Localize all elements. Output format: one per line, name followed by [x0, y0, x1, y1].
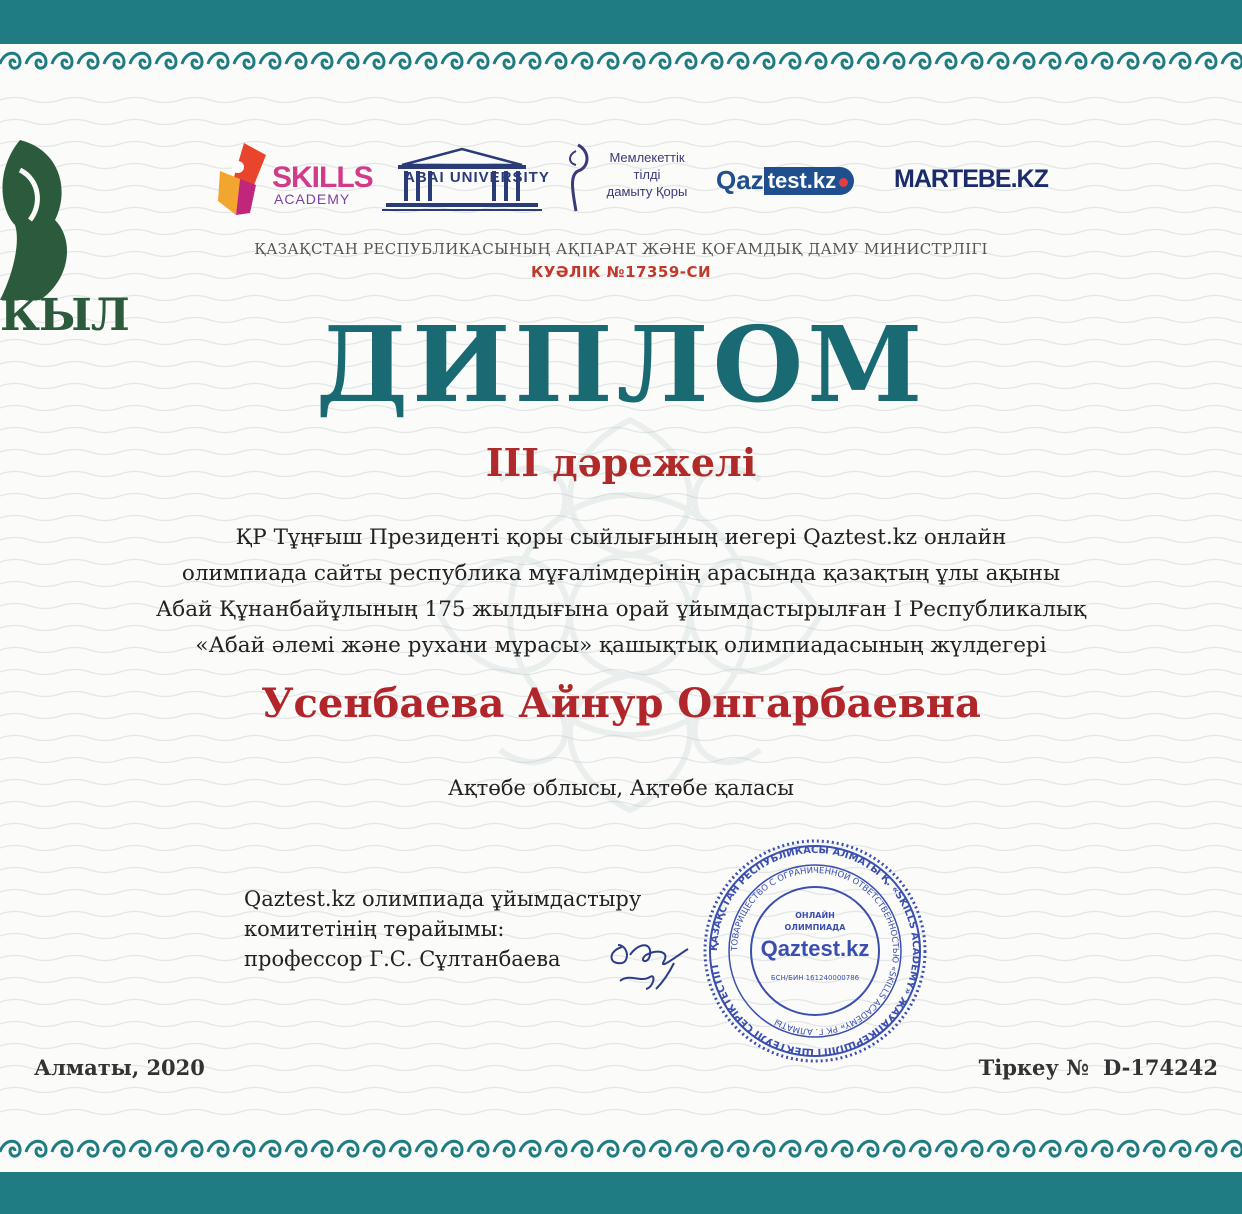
martebe-logo: MARTEBE.KZ	[894, 165, 1048, 193]
license-number: КУӘЛІК №17359-СИ	[530, 263, 712, 281]
language-fund-line-3: дамыту Қоры	[606, 184, 688, 199]
skills-academy-title: SKILLS	[272, 161, 373, 194]
stamp-center-brand: Qaztest.kz	[760, 936, 870, 961]
stamp-center-mid: ОЛИМПИАДА	[784, 923, 846, 932]
degree-label: III дәрежелі	[485, 440, 757, 485]
body-line-2: олимпиада сайты республика мұғалімдерінің арасында қазақтың ұлы ақыны	[181, 561, 1061, 586]
abai-university-text: ABAI UNIVERSITY	[404, 169, 550, 186]
body-line-1: ҚР Тұңғыш Президенті қоры сыйлығының иегері Qaztest.kz онлайн	[235, 525, 1007, 550]
chair-line-3: профессор Г.С. Сұлтанбаева	[244, 947, 561, 971]
signature-icon	[600, 925, 700, 1000]
body-line-3: Абай Құнанбайұлының 175 жылдығына орай ұйымдастырылған І Республикалық	[155, 597, 1087, 622]
qaztest-logo-part1: Qaz	[716, 165, 764, 195]
qaztest-dot-icon	[839, 178, 848, 187]
qaztest-logo	[716, 165, 854, 195]
registration-label: Тіркеу №	[978, 1055, 1089, 1080]
language-fund-line-2: тілді	[633, 167, 661, 182]
stamp-ring-outer-text: ҚАЗАҚСТАН РЕСПУБЛИКАСЫ АЛМАТЫ Қ. «SKILLS ACADEMY» ЖАУАПКЕРШІЛІГІ ШЕКТЕУЛІ СЕРІКТЕСТІГІ	[708, 844, 922, 1058]
committee-chair-block	[244, 884, 641, 974]
organization-stamp	[700, 836, 930, 1066]
registration-number	[979, 1055, 1218, 1080]
bottom-border-ornament	[0, 1132, 1242, 1172]
partner-logos-row	[0, 135, 1242, 225]
chair-line-1: Qaztest.kz олимпиада ұйымдастыру	[244, 887, 642, 911]
diploma-title: ДИПЛОМ	[315, 303, 927, 426]
recipient-name: Усенбаева Айнур Онгарбаевна	[261, 680, 981, 727]
body-line-4: «Абай әлемі және рухани мұрасы» қашықтық олимпиадасының жүлдегері	[195, 633, 1047, 658]
city-year: Алматы, 2020	[34, 1055, 205, 1080]
diploma-body-text	[60, 520, 1182, 664]
language-fund-quill-icon	[560, 141, 596, 213]
language-fund-text	[598, 149, 696, 200]
qaztest-logo-part2	[764, 167, 854, 195]
ministry-header: ҚАЗАҚСТАН РЕСПУБЛИКАСЫНЫҢ АҚПАРАТ ЖӘНЕ ҚОҒАМДЫҚ ДАМУ МИНИСТРЛІГІ	[254, 240, 988, 258]
skills-academy-icon	[214, 141, 270, 217]
registration-value: D-174242	[1103, 1055, 1218, 1080]
recipient-region: Ақтөбе облысы, Ақтөбе қаласы	[447, 776, 795, 800]
skills-academy-subtitle: ACADEMY	[274, 191, 351, 207]
language-fund-line-1: Мемлекеттік	[609, 150, 685, 165]
qaztest-logo-part2-text: test.kz	[767, 168, 837, 193]
stamp-center-top: ОНЛАЙН	[795, 911, 835, 920]
emblem-partial-text: КЫЛ	[0, 290, 129, 341]
stamp-ring-inner-text: ТОВАРИЩЕСТВО С ОГРАНИЧЕННОЙ ОТВЕТСТВЕННОСТЬЮ «SKILLS ACADEMY» РК Г. АЛМАТЫ	[729, 865, 901, 1037]
stamp-bin: БСН/БИН 161240000786	[770, 974, 860, 982]
top-border-ornament	[0, 44, 1242, 84]
chair-line-2: комитетінің төрайымы:	[244, 917, 505, 941]
